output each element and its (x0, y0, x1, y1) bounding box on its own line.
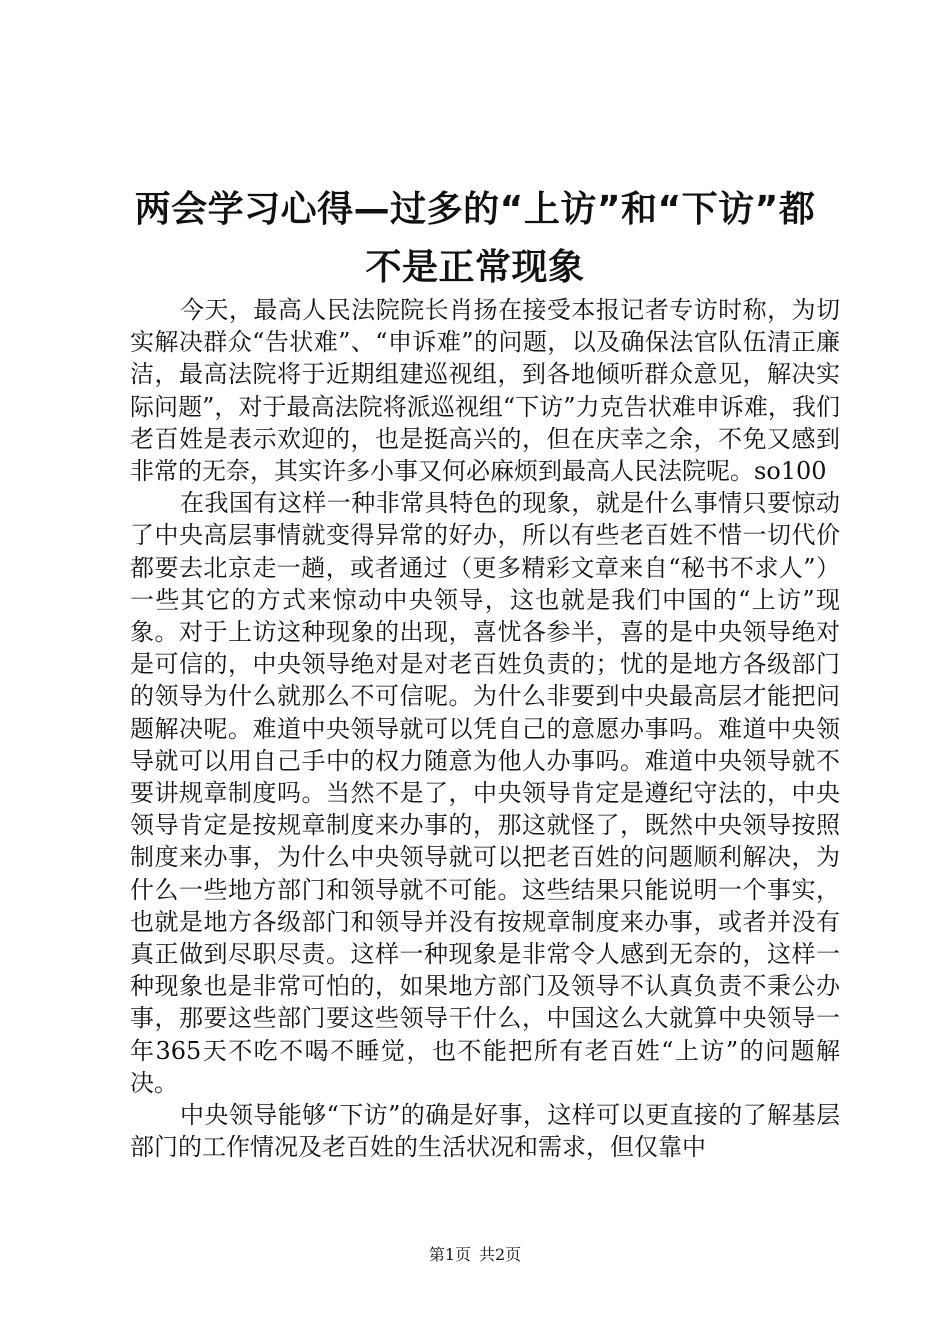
page-number: 第1页 (428, 1245, 471, 1264)
page-footer (0, 1245, 950, 1265)
document-body (130, 294, 840, 1163)
document-title-line-1: 两会学习心得—过多的“上访”和“下访”都 (134, 189, 816, 230)
paragraph-1: 今天，最高人民法院院长肖扬在接受本报记者专访时称，为切实解决群众“告状难”、“申诉难”的问题，以及确保法官队伍清正廉洁，最高法院将于近期组建巡视组，到各地倾听群众意见，解决实际问题”，对于最高法院将派巡视组“下访”力克告状难申诉难，我们老百姓是表示欢迎的，也是挺高兴的，但在庆幸之余，不免又感到非常的无奈，其实许多小事又何必麻烦到最高人民法院呢。so100 (130, 296, 840, 486)
paragraph-3: 中央领导能够“下访”的确是好事，这样可以更直接的了解基层部门的工作情况及老百姓的生活状况和需求，但仅靠中 (130, 1101, 840, 1162)
page-total: 共2页 (479, 1245, 522, 1264)
paragraph-2: 在我国有这样一种非常具特色的现象，就是什么事情只要惊动了中央高层事情就变得异常的好办，所以有些老百姓不惜一切代价都要去北京走一趟，或者通过（更多精彩文章来自“秘书不求人”）一些其它的方式来惊动中央领导，这也就是我们中国的“上访”现象。对于上访这种现象的出现，喜忧各参半，喜的是中央领导绝对是可信的，中央领导绝对是对老百姓负责的；忧的是地方各级部门的领导为什么就那么不可信呢。为什么非要到中央最高层才能把问题解决呢。难道中央领导就可以凭自己的意愿办事吗。难道中央领导就可以用自己手中的权力随意为他人办事吗。难道中央领导就不要讲规章制度吗。当然不是了，中央领导肯定是遵纪守法的，中央领导肯定是按规章制度来办事的，那这就怪了，既然中央领导按照制度来办事，为什么中央领导就可以把老百姓的问题顺利解决，为什么一些地方部门和领导就不可能。这些结果只能说明一个事实，也就是地方各级部门和领导并没有按规章制度来办事，或者并没有真正做到尽职尽责。这样一种现象是非常令人感到无奈的，这样一种现象也是非常可怕的，如果地方部门及领导不认真负责不秉公办事，那要这些部门要这些领导干什么，中国这么大就算中央领导一年365天不吃不喝不睡觉，也不能把所有老百姓“上访”的问题解决。 (130, 489, 840, 1097)
document-title-line-2: 不是正常现象 (365, 247, 585, 288)
